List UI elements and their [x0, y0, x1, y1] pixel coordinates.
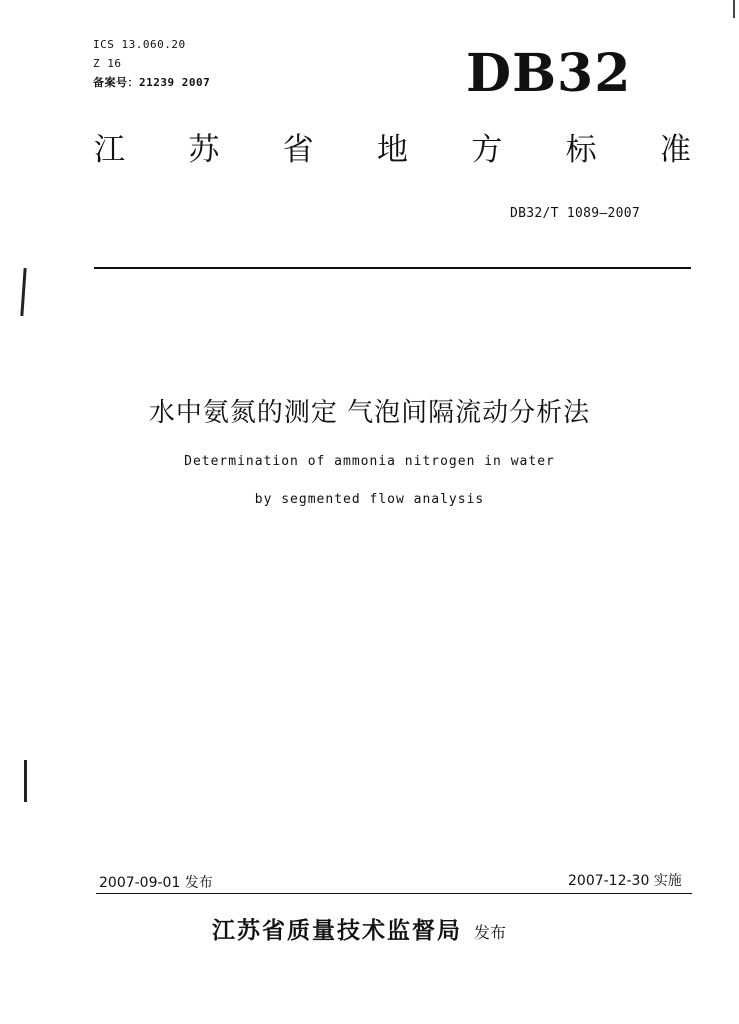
issuer-suffix: 发布 — [474, 923, 507, 942]
title-english-line2: by segmented flow analysis — [254, 492, 485, 507]
standard-type-heading — [94, 130, 691, 170]
standard-type-char: 地 — [376, 132, 408, 168]
ccs-code: Z 16 — [93, 57, 122, 70]
title-chinese: 水中氨氮的测定 气泡间隔流动分析法 — [148, 398, 591, 428]
db-code-logo: DB32 — [466, 43, 632, 104]
issue-date: 2007-09-01 发布 — [99, 875, 213, 891]
scan-mark-right-edge — [733, 0, 735, 18]
issuer-line — [212, 912, 506, 945]
standard-type-char: 省 — [282, 132, 314, 168]
standard-type-char: 江 — [94, 132, 125, 168]
top-divider — [94, 267, 691, 269]
title-english-line1: Determination of ammonia nitrogen in water — [184, 454, 555, 469]
implementation-date: 2007-12-30 实施 — [568, 873, 682, 889]
issuer-name: 江苏省质量技术监督局 — [212, 918, 462, 944]
standard-type-char: 标 — [565, 132, 597, 168]
ics-code: ICS 13.060.20 — [93, 38, 186, 51]
record-number: 备案号：21239 2007 — [93, 76, 211, 89]
scan-mark-left-top — [20, 268, 26, 316]
standard-number: DB32/T 1089—2007 — [510, 206, 641, 221]
scan-mark-left-bottom — [24, 760, 27, 802]
standard-type-char: 苏 — [188, 132, 220, 168]
standard-type-char: 方 — [471, 132, 503, 168]
standard-type-char: 准 — [659, 132, 691, 168]
bottom-divider — [96, 893, 692, 894]
